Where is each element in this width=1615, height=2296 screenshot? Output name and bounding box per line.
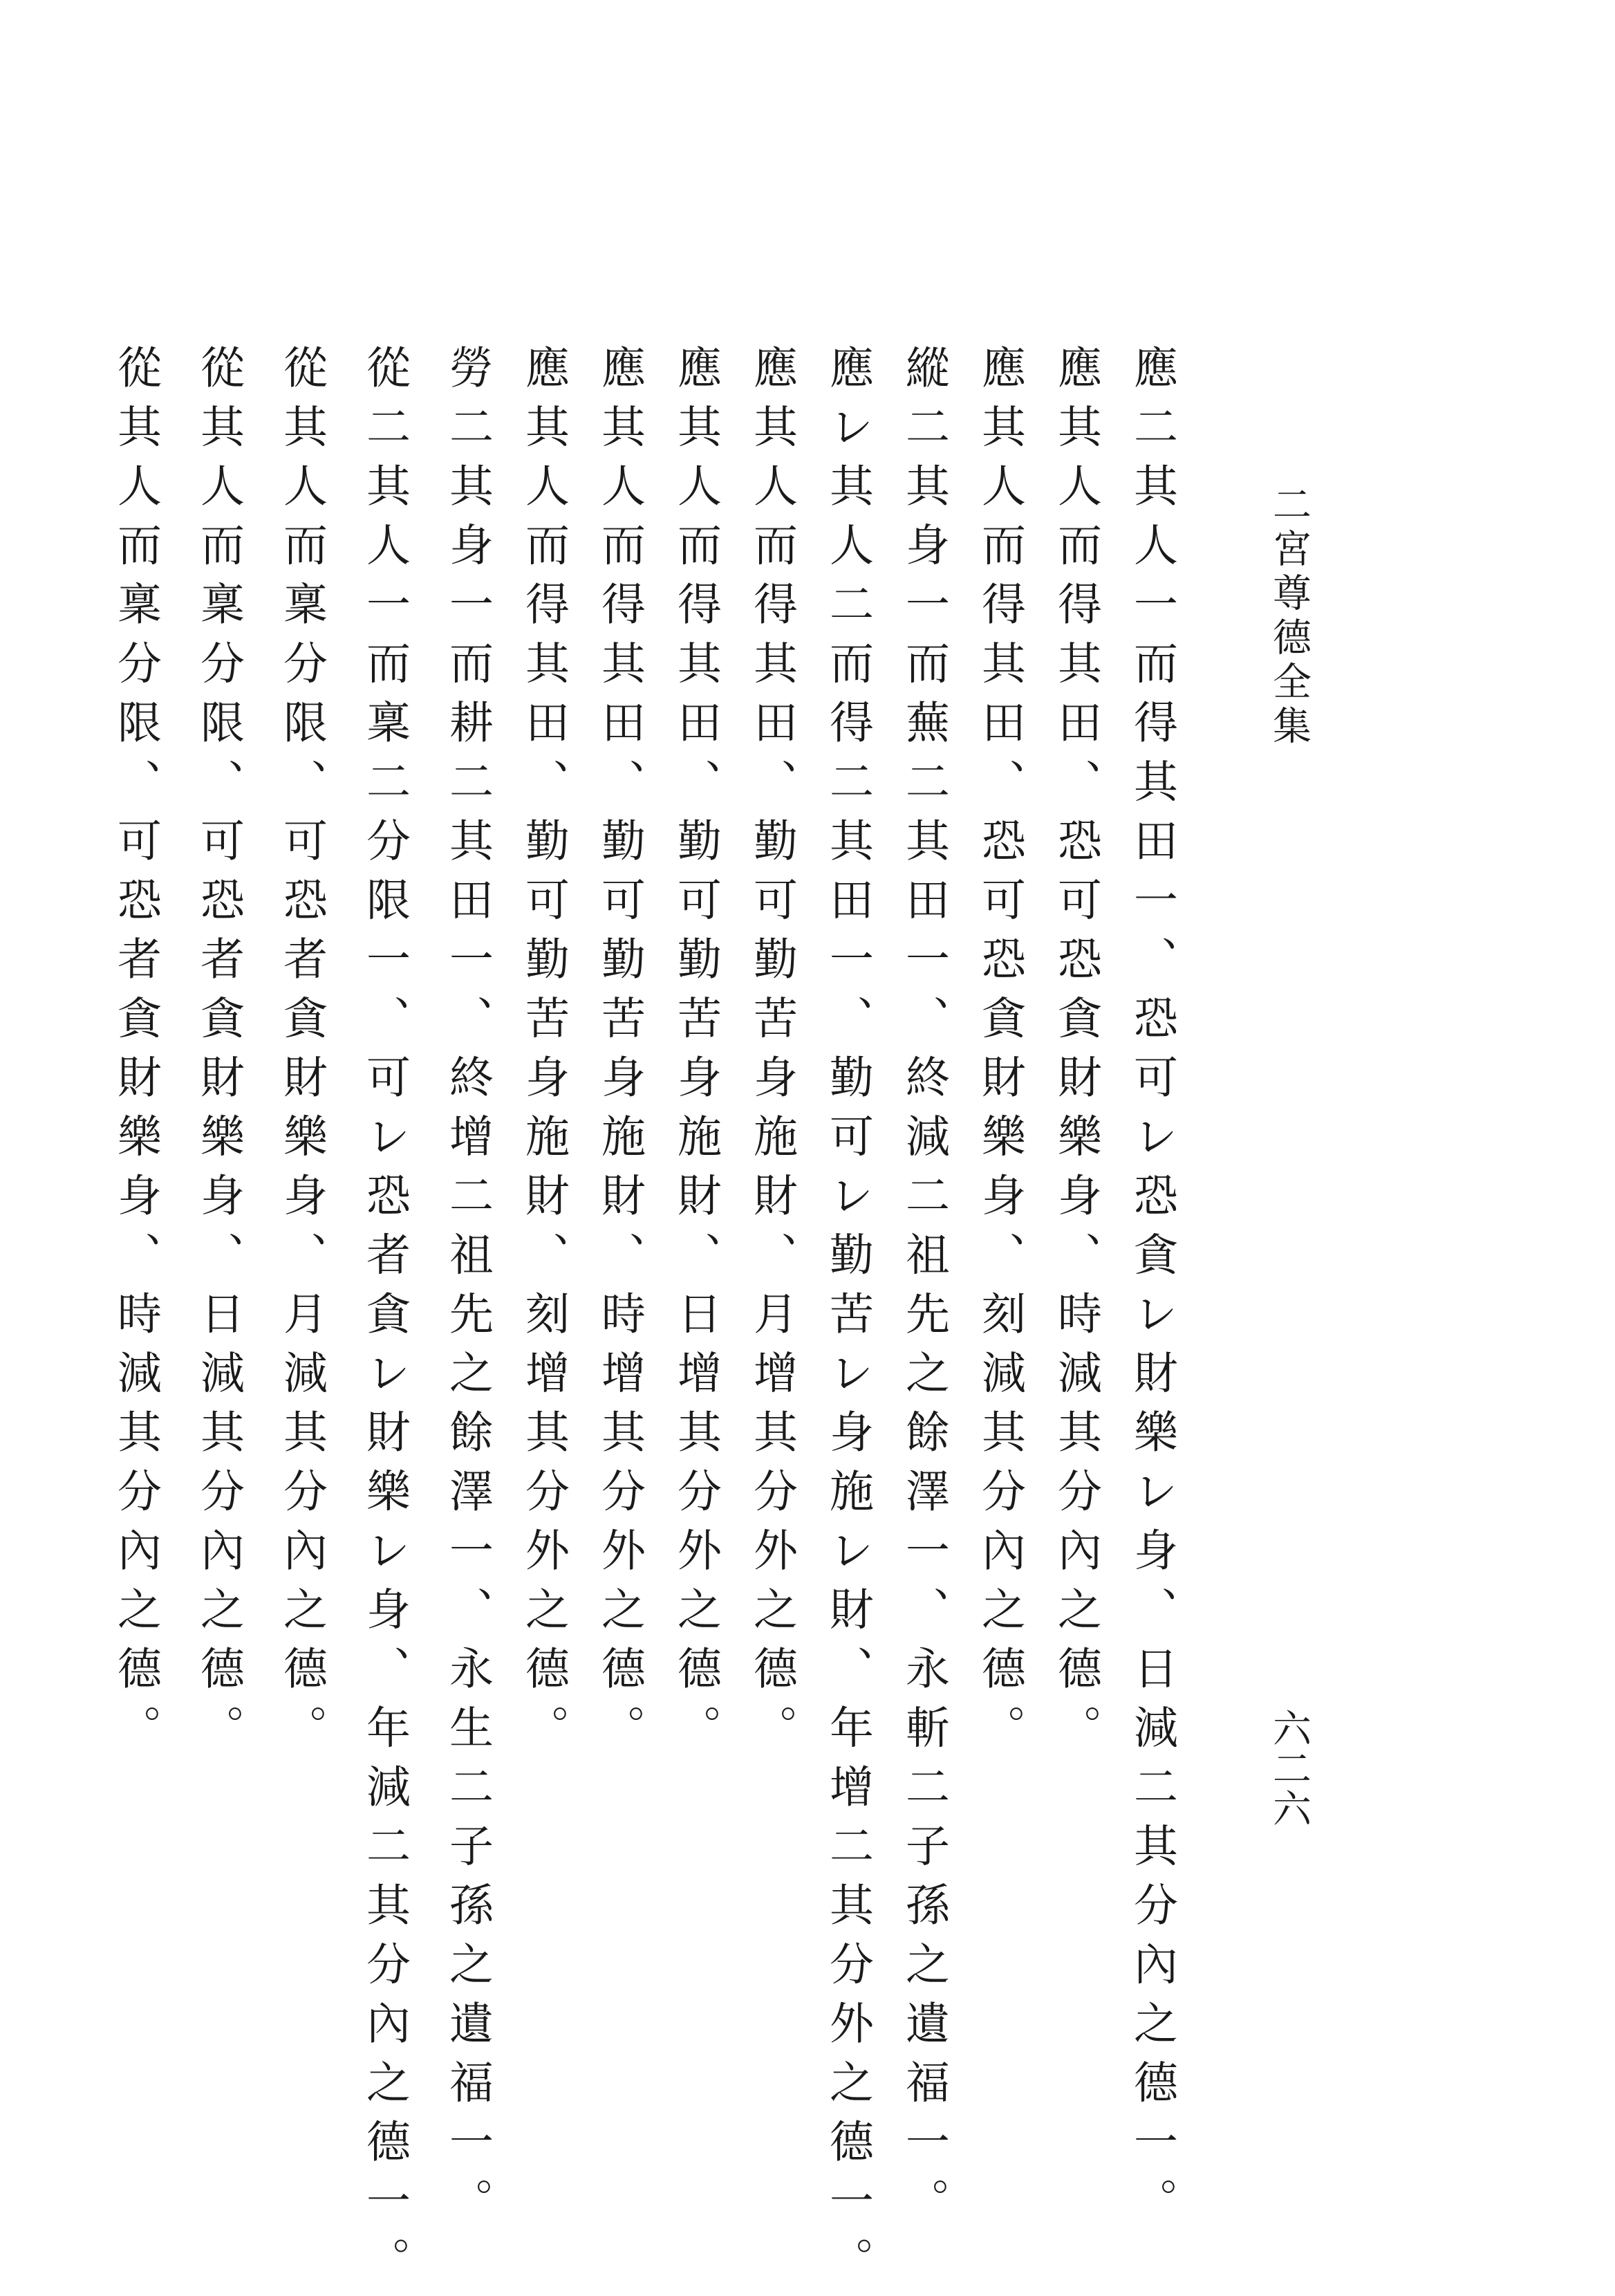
- text-column-3: 應其人而得其田、恐可恐貪財樂身、刻減其分內之德。: [974, 344, 1025, 1763]
- text-column-12: 從其人而稟分限、可恐者貪財樂身、月減其分內之德。: [276, 344, 327, 1763]
- text-column-9: 應其人而得其田、勤可勤苦身施財、刻增其分外之德。: [518, 344, 569, 1763]
- text-column-2: 應其人而得其田、恐可恐貪財樂身、時減其分內之德。: [1050, 344, 1101, 1763]
- text-column-1: 應二其人一而得其田一、恐可レ恐貪レ財樂レ身、日減二其分內之德一。: [1126, 344, 1177, 2237]
- running-title: 二宮尊德全集: [1267, 484, 1311, 750]
- text-column-14: 從其人而稟分限、可恐者貪財樂身、時減其分內之德。: [110, 344, 161, 1763]
- text-column-5: 應レ其人二而得二其田一、勤可レ勤苦レ身施レ財、年增二其分外之德一。: [822, 344, 873, 2296]
- text-column-4: 縱二其身一而蕪二其田一、終減二祖先之餘澤一、永斬二子孫之遺福一。: [898, 344, 949, 2237]
- text-column-7: 應其人而得其田、勤可勤苦身施財、日增其分外之德。: [670, 344, 721, 1763]
- text-column-6: 應其人而得其田、勤可勤苦身施財、月增其分外之德。: [746, 344, 797, 1763]
- text-column-11: 從二其人一而稟二分限一、可レ恐者貪レ財樂レ身、年減二其分內之德一。: [359, 344, 410, 2296]
- text-column-10: 勞二其身一而耕二其田一、終增二祖先之餘澤一、永生二子孫之遺福一。: [442, 344, 493, 2237]
- text-column-13: 從其人而稟分限、可恐者貪財樂身、日減其分內之德。: [193, 344, 244, 1763]
- page-number: 六二六: [1267, 1708, 1311, 1829]
- text-column-8: 應其人而得其田、勤可勤苦身施財、時增其分外之德。: [594, 344, 645, 1763]
